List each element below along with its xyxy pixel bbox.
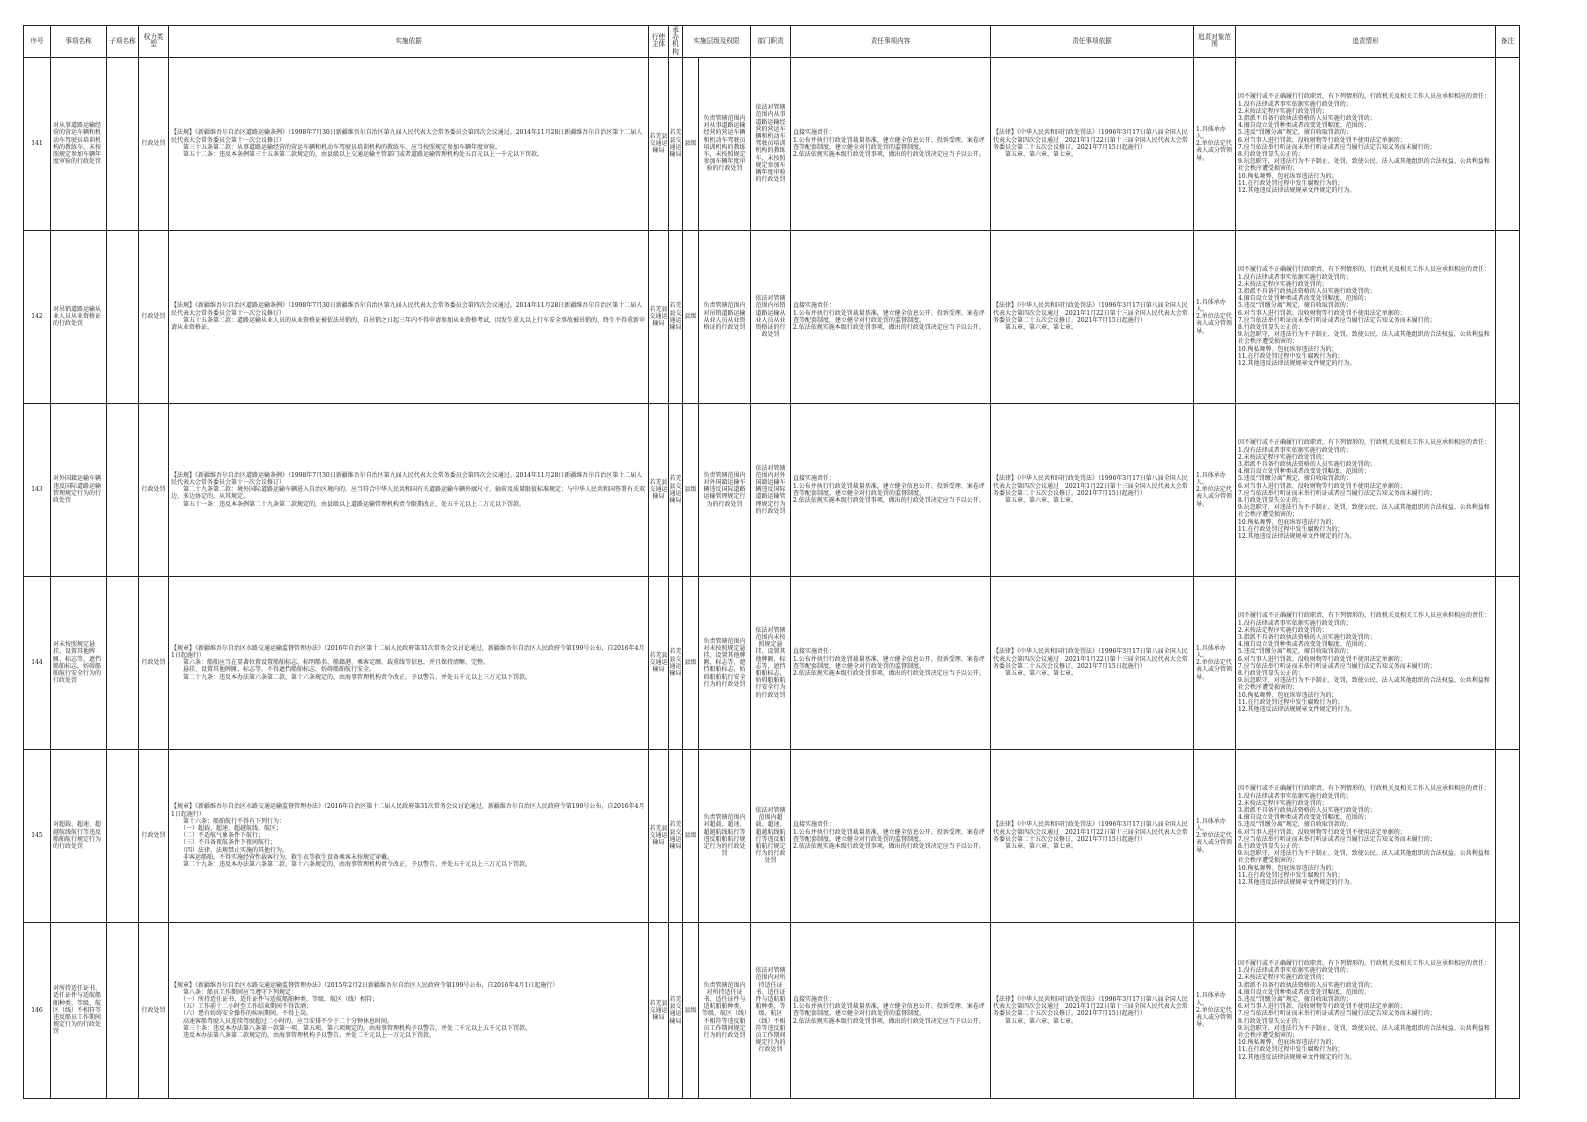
row-duty-basis: 【法律】《中华人民共和国行政处罚法》（1996年3月17日第八届全国人民代表大会第四次会议通过 2021年1月22日第十三届全国人民代表大会常务委员会第二十五次会议修订，2021年7月15日起施行） 第五章、第六章、第七章。 [991,922,1194,1098]
row-level: 县级 [683,403,699,576]
row-dept-duty: 依法对管辖范围内从事道路运输经营的营运车辆和机动车驾驶员培训机构的教练车，未按照规定参加车辆年度审验的行政处罚 [751,57,791,230]
row-accountability: 因不履行或不正确履行行政职责，有下列情形的，行政机关及相关工作人员应承担相应的责任： 1.没有法律或者事实依据实施行政处罚的； 2.未按法定程序实施行政处罚的； 3.指派不具备行政执法资格的人员实施行政处罚的； 4.擅自设立处罚种类或者改变处罚幅度、范围的； 5.违反“罚缴分离”规定，擅自收取罚款的； 6.对当事人进行罚款、没收财物等行政处罚不使用法定单据的； 7.应当依法举行听证而未举行听证或者应当履行法定告知义务而未履行的； 8.行政处罚显失公正的； 9.玩忽职守，对违法行为不予制止、处罚，致使公民、法人或其他组织的合法权益、公共利益和社会秩序遭受损害的； 10.徇私舞弊、包庇纵容违法行为的； 11.在行政处罚过程中发生腐败行为的； 12.其他违反法律法规规章文件规定的行为。 [1236,230,1496,403]
row-scope: 1.具体承办人。 2.单位法定代表人或分管领导。 [1194,230,1236,403]
row-duty-basis: 【法律】《中华人民共和国行政处罚法》（1996年3月17日第八届全国人民代表大会第四次会议通过 2021年1月22日第十三届全国人民代表大会常务委员会第二十五次会议修订，2021年7月15日起施行） 第五章、第六章、第七章。 [991,57,1194,230]
row-power-type: 行政处罚 [139,749,169,922]
header-item-name: 事项名称 [51,26,107,58]
row-dept-duty: 依法对管辖范围内超载、超速、超越航线航行等违反船舶航行规定行为的行政处罚 [751,749,791,922]
row-duty-basis: 【法律】《中华人民共和国行政处罚法》（1996年3月17日第八届全国人民代表大会第四次会议通过 2021年1月22日第十三届全国人民代表大会常务委员会第二十五次会议修订，2021年7月15日起施行） 第五章、第六章、第七章。 [991,749,1194,922]
header-org: 承办机构 [669,26,683,58]
row-note [1496,749,1520,922]
row-item-name: 对外国籍运输车辆违反国际道路运输管理规定行为的行政处罚 [51,403,107,576]
row-basis: 【法规】《新疆维吾尔自治区道路运输条例》（1998年7月30日新疆维吾尔自治区第九届人民代表大会常务委员会第四次会议通过。2014年11月28日新疆维吾尔自治区第十二届人民代表大会常务委员会第十一次会议修订） 第五十五条第二款：道路运输从业人员的从业资格证被依法吊销的，自吊销之日起三年内不得申请参加从业资格考试，因发生重大以上行车安全事故被吊销的，终生不得重新申请从业资格证。 [169,230,649,403]
row-duty-content: 直接实施责任： 1.公布并执行行政处罚裁量基准，建立健全信息公开、投诉受理、案卷评查等配套制度，建立健全对行政处罚的监督制度。 2.依法依规实施本级行政处罚事项，做出的行政处罚决定应当予以公开。 [791,576,991,749]
row-power-type: 行政处罚 [139,576,169,749]
disclosure-sheet [23,25,1519,1099]
header-duty-basis: 责任事项依据 [991,26,1194,58]
row-basis: 【法规】《新疆维吾尔自治区道路运输条例》（1998年7月30日新疆维吾尔自治区第九届人民代表大会常务委员会第四次会议通过。2014年11月28日新疆维吾尔自治区第十二届人民代表大会常务委员会第十一次会议修订） 第二十九条第二款：境外国际道路运输车辆进入自治区境内的，应当符合中华人民共和国有关道路运输车辆外廓尺寸、轴荷及质量限值标准规定；与中华人民共和国签署有关双边、多边协定的，从其规定。 第五十一条：违反本条例第二十九条第二款规定的，由县级以上道路运输管理机构责令限期改正，处五千元以上二万元以下罚款。 [169,403,649,576]
row-org: 若羌县交通运输局 [669,403,683,576]
row-org: 若羌县交通运输局 [669,576,683,749]
row-scope: 1.具体承办人。 2.单位法定代表人或分管领导。 [1194,922,1236,1098]
row-accountability: 因不履行或不正确履行行政职责，有下列情形的，行政机关及相关工作人员应承担相应的责任： 1.没有法律或者事实依据实施行政处罚的； 2.未按法定程序实施行政处罚的； 3.指派不具备行政执法资格的人员实施行政处罚的； 4.擅自设立处罚种类或者改变处罚幅度、范围的； 5.违反“罚缴分离”规定，擅自收取罚款的； 6.对当事人进行罚款、没收财物等行政处罚不使用法定单据的； 7.应当依法举行听证而未举行听证或者应当履行法定告知义务而未履行的； 8.行政处罚显失公正的； 9.玩忽职守，对违法行为不予制止、处罚，致使公民、法人或其他组织的合法权益、公共利益和社会秩序遭受损害的； 10.徇私舞弊、包庇纵容违法行为的； 11.在行政处罚过程中发生腐败行为的； 12.其他违反法律法规规章文件规定的行为。 [1236,576,1496,749]
table-row [24,230,1520,403]
row-dept-duty: 依法对管辖范围内未按照规定悬挂、设置其他牌匾、标志等，遮挡船舶标志，妨碍船舶航行安全行为的行政处罚 [751,576,791,749]
row-accountability: 因不履行或不正确履行行政职责，有下列情形的，行政机关及相关工作人员应承担相应的责任： 1.没有法律或者事实依据实施行政处罚的； 2.未按法定程序实施行政处罚的； 3.指派不具备行政执法资格的人员实施行政处罚的； 4.擅自设立处罚种类或者改变处罚幅度、范围的； 5.违反“罚缴分离”规定，擅自收取罚款的； 6.对当事人进行罚款、没收财物等行政处罚不使用法定单据的； 7.应当依法举行听证而未举行听证或者应当履行法定告知义务而未履行的； 8.行政处罚显失公正的； 9.玩忽职守，对违法行为不予制止、处罚，致使公民、法人或其他组织的合法权益、公共利益和社会秩序遭受损害的； 10.徇私舞弊、包庇纵容违法行为的； 11.在行政处罚过程中发生腐败行为的； 12.其他违反法律法规规章文件规定的行为。 [1236,57,1496,230]
row-scope: 1.具体承办人。 2.单位法定代表人或分管领导。 [1194,749,1236,922]
row-item-name: 对所持适任证书、适任证件与适航船舶种类、等级、航区（线）不相符等违反船员工作期间规定行为的行政处罚 [51,922,107,1098]
row-dept-duty: 依法对管辖范围内吊销道路运输从业人员从业资格证的行政处罚 [751,230,791,403]
row-seq: 143 [24,403,51,576]
row-accountability: 因不履行或不正确履行行政职责，有下列情形的，行政机关及相关工作人员应承担相应的责任： 1.没有法律或者事实依据实施行政处罚的； 2.未按法定程序实施行政处罚的； 3.指派不具备行政执法资格的人员实施行政处罚的； 4.擅自设立处罚种类或者改变处罚幅度、范围的； 5.违反“罚缴分离”规定，擅自收取罚款的； 6.对当事人进行罚款、没收财物等行政处罚不使用法定单据的； 7.应当依法举行听证而未举行听证或者应当履行法定告知义务而未履行的； 8.行政处罚显失公正的； 9.玩忽职守，对违法行为不予制止、处罚，致使公民、法人或其他组织的合法权益、公共利益和社会秩序遭受损害的； 10.徇私舞弊、包庇纵容违法行为的； 11.在行政处罚过程中发生腐败行为的； 12.其他违反法律法规规章文件规定的行为。 [1236,922,1496,1098]
header-duty-content: 责任事项内容 [791,26,991,58]
row-org: 若羌县交通运输局 [669,57,683,230]
row-scope: 1.具体承办人。 2.单位法定代表人或分管领导。 [1194,403,1236,576]
header-row [24,26,1520,58]
header-seq: 序号 [24,26,51,58]
row-level-desc: 负责管辖范围内对未按照规定悬挂、设置其他牌匾、标志等，遮挡船舶标志，妨碍船舶航行安全行为的行政处罚 [699,576,751,749]
row-note [1496,57,1520,230]
row-level: 县级 [683,749,699,922]
row-duty-content: 直接实施责任： 1.公布并执行行政处罚裁量基准，建立健全信息公开、投诉受理、案卷评查等配套制度，建立健全对行政处罚的监督制度。 2.依法依规实施本级行政处罚事项，做出的行政处罚决定应当予以公开。 [791,230,991,403]
row-seq: 146 [24,922,51,1098]
row-duty-basis: 【法律】《中华人民共和国行政处罚法》（1996年3月17日第八届全国人民代表大会第四次会议通过 2021年1月22日第十三届全国人民代表大会常务委员会第二十五次会议修订，2021年7月15日起施行） 第五章、第六章、第七章。 [991,230,1194,403]
row-duty-basis: 【法律】《中华人民共和国行政处罚法》（1996年3月17日第八届全国人民代表大会第四次会议通过 2021年1月22日第十三届全国人民代表大会常务委员会第二十五次会议修订，2021年7月15日起施行） 第五章、第六章、第七章。 [991,576,1194,749]
header-level: 实施层级及权限 [683,26,751,58]
row-item-name: 对吊销道路运输从业人员从业资格证的行政处罚 [51,230,107,403]
row-level-desc: 负责管辖范围内对所持适任证书、适任证件与适航船舶种类、等级、航区（线）不相符等违反船员工作期间规定行为的行政处罚 [699,922,751,1098]
row-item-name: 对从事道路运输经营的营运车辆和机动车驾驶员培训机构的教练车，未按照规定参加车辆年度审验的行政处罚 [51,57,107,230]
row-seq: 145 [24,749,51,922]
row-level-desc: 负责管辖范围内对外国籍运输车辆违反国际道路运输管理规定行为的行政处罚 [699,403,751,576]
row-scope: 1.具体承办人。 2.单位法定代表人或分管领导。 [1194,576,1236,749]
row-sub-item [107,403,139,576]
table-row [24,576,1520,749]
row-sub-item [107,230,139,403]
row-seq: 142 [24,230,51,403]
row-power-type: 行政处罚 [139,403,169,576]
row-subject: 若羌县交通运输局 [649,749,669,922]
row-sub-item [107,576,139,749]
row-subject: 若羌县交通运输局 [649,403,669,576]
row-dept-duty: 依法对管辖范围内对所持适任证书、适任证件与适航船舶种类、等级、航区（线）不相符等违反船员工作期间规定行为的行政处罚 [751,922,791,1098]
row-accountability: 因不履行或不正确履行行政职责，有下列情形的，行政机关及相关工作人员应承担相应的责任： 1.没有法律或者事实依据实施行政处罚的； 2.未按法定程序实施行政处罚的； 3.指派不具备行政执法资格的人员实施行政处罚的； 4.擅自设立处罚种类或者改变处罚幅度、范围的； 5.违反“罚缴分离”规定，擅自收取罚款的； 6.对当事人进行罚款、没收财物等行政处罚不使用法定单据的； 7.应当依法举行听证而未举行听证或者应当履行法定告知义务而未履行的； 8.行政处罚显失公正的； 9.玩忽职守，对违法行为不予制止、处罚，致使公民、法人或其他组织的合法权益、公共利益和社会秩序遭受损害的； 10.徇私舞弊、包庇纵容违法行为的； 11.在行政处罚过程中发生腐败行为的； 12.其他违反法律法规规章文件规定的行为。 [1236,749,1496,922]
row-org: 若羌县交通运输局 [669,922,683,1098]
row-org: 若羌县交通运输局 [669,749,683,922]
header-basis: 实施依据 [169,26,649,58]
row-level: 县级 [683,230,699,403]
row-sub-item [107,749,139,922]
row-note [1496,922,1520,1098]
row-level: 县级 [683,576,699,749]
header-accountability: 追责情形 [1236,26,1496,58]
row-level-desc: 负责管辖范围内对超载、超速、超越航线航行等违反船舶航行规定行为的行政处罚 [699,749,751,922]
row-duty-content: 直接实施责任： 1.公布并执行行政处罚裁量基准，建立健全信息公开、投诉受理、案卷评查等配套制度，建立健全对行政处罚的监督制度。 2.依法依规实施本级行政处罚事项，做出的行政处罚决定应当予以公开。 [791,749,991,922]
row-duty-basis: 【法律】《中华人民共和国行政处罚法》（1996年3月17日第八届全国人民代表大会第四次会议通过 2021年1月22日第十三届全国人民代表大会常务委员会第二十五次会议修订，2021年7月15日起施行） 第五章、第六章、第七章。 [991,403,1194,576]
table-row [24,922,1520,1098]
header-power-type: 权力类型 [139,26,169,58]
row-item-name: 对超载、超速、超越航线航行等违反船舶航行规定行为的行政处罚 [51,749,107,922]
header-subject: 行使主体 [649,26,669,58]
row-subject: 若羌县交通运输局 [649,230,669,403]
row-duty-content: 直接实施责任： 1.公布并执行行政处罚裁量基准，建立健全信息公开、投诉受理、案卷评查等配套制度，建立健全对行政处罚的监督制度。 2.依法依规实施本级行政处罚事项，做出的行政处罚决定应当予以公开。 [791,922,991,1098]
row-basis: 【规章】《新疆维吾尔自治区水路交通运输监督管理办法》（2016年自治区第十二届人民政府第31次常务会议讨论通过，新疆维吾尔自治区人民政府令第199号公布，自2016年4月1日起施行） 第六条：船舶应当在显著位置设置船舶标志，标明船名、船籍港、乘客定额、载重线等信息，并且保持清晰、完整。 悬挂、设置其他牌匾、标志等，不得遮挡船舶标志，妨碍船舶航行安全。 第二十九条：违反本办法第六条第二款、第十六条规定的，由海事管理机构责令改正，予以警告，并处五千元以上三万元以下罚款。 [169,576,649,749]
row-power-type: 行政处罚 [139,922,169,1098]
header-scope: 追责对象范围 [1194,26,1236,58]
table-row [24,57,1520,230]
row-power-type: 行政处罚 [139,230,169,403]
row-subject: 若羌县交通运输局 [649,576,669,749]
table-row [24,403,1520,576]
row-sub-item [107,57,139,230]
row-sub-item [107,922,139,1098]
row-org: 若羌县交通运输局 [669,230,683,403]
power-list-table [23,25,1520,1099]
row-seq: 141 [24,57,51,230]
row-duty-content: 直接实施责任： 1.公布并执行行政处罚裁量基准，建立健全信息公开、投诉受理、案卷评查等配套制度，建立健全对行政处罚的监督制度。 2.依法依规实施本级行政处罚事项，做出的行政处罚决定应当予以公开。 [791,57,991,230]
row-level-desc: 负责管辖范围内对吊销道路运输从业人员从业资格证的行政处罚 [699,230,751,403]
row-accountability: 因不履行或不正确履行行政职责，有下列情形的，行政机关及相关工作人员应承担相应的责任： 1.没有法律或者事实依据实施行政处罚的； 2.未按法定程序实施行政处罚的； 3.指派不具备行政执法资格的人员实施行政处罚的； 4.擅自设立处罚种类或者改变处罚幅度、范围的； 5.违反“罚缴分离”规定，擅自收取罚款的； 6.对当事人进行罚款、没收财物等行政处罚不使用法定单据的； 7.应当依法举行听证而未举行听证或者应当履行法定告知义务而未履行的； 8.行政处罚显失公正的； 9.玩忽职守，对违法行为不予制止、处罚，致使公民、法人或其他组织的合法权益、公共利益和社会秩序遭受损害的； 10.徇私舞弊、包庇纵容违法行为的； 11.在行政处罚过程中发生腐败行为的； 12.其他违反法律法规规章文件规定的行为。 [1236,403,1496,576]
row-basis: 【规章】《新疆维吾尔自治区水路交通运输监督管理办法》（2015年2月2日新疆维吾尔自治区人民政府令第199号公布，自2016年4月1日起施行） 第八条：船员工作期间应当遵守下列规定： （一）所持适任证书、适任证件与适航船舶种类、等级、航区（线）相符； （五）工作前十二小时至工作结束期间不得饮酒； （六）患有妨碍安全操作的疾病期间，不得上岗。 高速客船驾驶人员连续驾驶超过二小时的，应当安排不少于二十分钟休息时间。 第三十条：违反本办法第八条第一款第一项、第五项、第六项规定的，由海事管理机构予以警告，并处二千元以上五千元以下罚款。 违反本办法第八条第二款规定的，由海事管理机构予以警告，并处二千元以上一万元以下罚款。 [169,922,649,1098]
row-seq: 144 [24,576,51,749]
table-row [24,749,1520,922]
row-level: 县级 [683,57,699,230]
row-basis: 【法规】《新疆维吾尔自治区道路运输条例》（1998年7月30日新疆维吾尔自治区第九届人民代表大会常务委员会第四次会议通过。2014年11月28日新疆维吾尔自治区第十二届人民代表大会常务委员会第十一次会议修订） 第三十五条第二款：从事道路运输经营的营运车辆和机动车驾驶员培训机构的教练车，应当按照规定参加车辆年度审验。 第五十二条：违反本条例第三十五条第二款规定的，由县级以上交通运输主管部门或者道路运输管理机构处五百元以上一千元以下罚款。 [169,57,649,230]
row-level: 县级 [683,922,699,1098]
row-basis: 【规章】《新疆维吾尔自治区水路交通运输监督管理办法》（2016年自治区第十二届人民政府第31次常务会议讨论通过，新疆维吾尔自治区人民政府令第199号公布，自2016年4月1日起施行） 第十六条：船舶航行不得有下列行为： （一）超载、超速、超越航线、航区； （二）不适航气象条件下航行； （三）不具备夜航条件下夜间航行； （四）法律、法规禁止实施的其他行为。 非客运船舶，不得实施经营性载客行为，救生衣等救生设备乘客未按规定穿戴。 第二十九条：违反本办法第六条第二款、第十六条规定的，由海事管理机构责令改正，予以警告，并处五千元以上三万元以下罚款。 [169,749,649,922]
row-power-type: 行政处罚 [139,57,169,230]
header-note: 备注 [1496,26,1520,58]
row-subject: 若羌县交通运输局 [649,922,669,1098]
row-note [1496,576,1520,749]
row-subject: 若羌县交通运输局 [649,57,669,230]
row-note [1496,403,1520,576]
row-note [1496,230,1520,403]
row-scope: 1.具体承办人。 2.单位法定代表人或分管领导。 [1194,57,1236,230]
row-item-name: 对未按照规定悬挂、设置其他牌匾、标志等，遮挡船舶标志，妨碍船舶航行安全行为的行政处罚 [51,576,107,749]
header-sub-item: 子项名称 [107,26,139,58]
row-level-desc: 负责管辖范围内对从事道路运输经营的营运车辆和机动车驾驶员培训机构的教练车，未按照规定参加车辆年度审验的行政处罚 [699,57,751,230]
row-dept-duty: 依法对管辖范围内对外国籍运输车辆违反国际道路运输管理规定行为的行政处罚 [751,403,791,576]
row-duty-content: 直接实施责任： 1.公布并执行行政处罚裁量基准，建立健全信息公开、投诉受理、案卷评查等配套制度，建立健全对行政处罚的监督制度。 2.依法依规实施本级行政处罚事项，做出的行政处罚决定应当予以公开。 [791,403,991,576]
header-dept-duty: 部门职责 [751,26,791,58]
